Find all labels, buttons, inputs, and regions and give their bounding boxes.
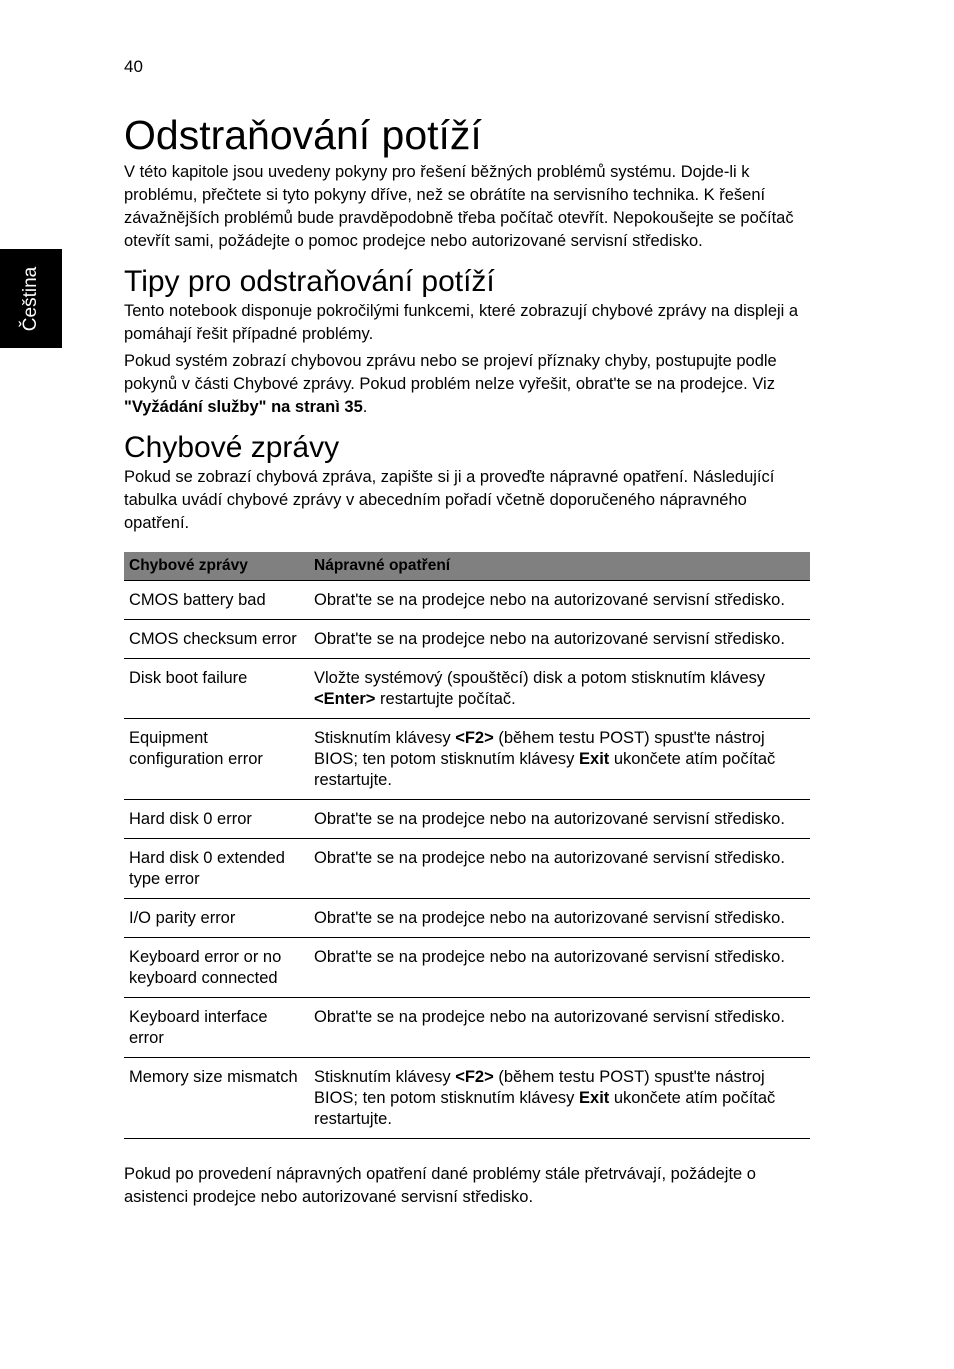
error-message-cell: Hard disk 0 error [124,800,309,839]
action-text-pre: Obrat'te se na prodejce nebo na autorizované servisní středisko. [314,1008,785,1026]
table-row [124,581,810,620]
table-body [124,581,810,1139]
error-message-cell: Memory size mismatch [124,1058,309,1139]
action-text-mid: restartujte počítač. [375,690,516,708]
table-row [124,800,810,839]
action-text-b1: <Enter> [314,690,376,708]
action-text-b2: Exit [579,1089,610,1107]
action-text-pre: Obrat'te se na prodejce nebo na autorizované servisní středisko. [314,849,785,867]
action-text-pre: Obrat'te se na prodejce nebo na autorizované servisní středisko. [314,630,785,648]
error-message-cell: Hard disk 0 extended type error [124,839,309,899]
table-row [124,899,810,938]
service-reference-link: "Vyžádání služby" na stranì 35 [124,398,363,416]
table-row [124,998,810,1058]
action-text-pre: Vložte systémový (spouštěcí) disk a potom stisknutím klávesy [314,669,766,687]
action-text-post: ukončete atím počítač restartujte. [314,1089,776,1128]
action-text-b2: Exit [579,750,610,768]
corrective-action-cell [309,620,810,659]
action-text-pre: Obrat'te se na prodejce nebo na autorizované servisní středisko. [314,591,785,609]
action-text-mid: (během testu POST) spust'te nástroj BIOS; ten potom stisknutím klávesy [314,729,765,768]
tips-paragraph-2 [124,350,814,419]
table-row [124,659,810,719]
action-text-pre: Stisknutím klávesy [314,729,456,747]
action-text-pre: Obrat'te se na prodejce nebo na autorizované servisní středisko. [314,909,785,927]
corrective-action-cell [309,899,810,938]
error-message-cell: Equipment configuration error [124,719,309,800]
tips-paragraph-2-end: . [362,398,368,416]
action-text-pre: Obrat'te se na prodejce nebo na autorizované servisní středisko. [314,948,785,966]
corrective-action-cell [309,938,810,998]
tips-heading: Tipy pro odstraňování potíží [124,265,495,298]
action-text-post: ukončete atím počítač restartujte. [314,750,776,789]
corrective-action-cell [309,800,810,839]
page-content [124,110,814,1213]
error-messages-table [124,552,810,1139]
page-title: Odstraňování potíží [124,112,482,158]
corrective-action-cell [309,839,810,899]
error-message-cell: Keyboard interface error [124,998,309,1058]
corrective-action-cell [309,581,810,620]
language-tab [0,249,62,348]
error-message-cell: Keyboard error or no keyboard connected [124,938,309,998]
language-tab-label: Čeština [20,266,41,331]
errors-paragraph: Pokud se zobrazí chybová zpráva, zapište si ji a proveďte nápravné opatření. Následující tabulka uvádí chybové zprávy v abecedním pořadí včetně doporučeného nápravného opatření. [124,468,775,532]
error-message-cell: CMOS battery bad [124,581,309,620]
table-row [124,1058,810,1139]
action-text-mid: (během testu POST) spust'te nástroj BIOS; ten potom stisknutím klávesy [314,1068,765,1107]
corrective-action-cell [309,719,810,800]
action-text-pre: Stisknutím klávesy [314,1068,456,1086]
errors-heading: Chybové zprávy [124,431,340,464]
table-row [124,938,810,998]
table-row [124,839,810,899]
table-header-row [124,552,810,581]
header-corrective-action: Nápravné opatření [309,552,810,581]
corrective-action-cell [309,659,810,719]
corrective-action-cell [309,998,810,1058]
page-number: 40 [124,57,143,76]
intro-paragraph: V této kapitole jsou uvedeny pokyny pro řešení běžných problémů systému. Dojde-li k problému, přečtete si tyto pokyny dříve, než se obrátíte na servisního technika. K řešení závažnějších problémů bude pravděpodobně třeba počítač otevřít. Nepokoušejte se počítač otevřít sami, požádejte o pomoc prodejce nebo autorizované servisní středisko. [124,163,794,250]
corrective-action-cell [309,1058,810,1139]
tips-paragraph-1: Tento notebook disponuje pokročilými funkcemi, které zobrazují chybové zprávy na displeji a pomáhají řešit případné problémy. [124,302,799,343]
action-text-pre: Obrat'te se na prodejce nebo na autorizované servisní středisko. [314,810,785,828]
error-message-cell: CMOS checksum error [124,620,309,659]
error-message-cell: I/O parity error [124,899,309,938]
table-row [124,719,810,800]
tips-paragraph-2-text: Pokud systém zobrazí chybovou zprávu nebo se projeví příznaky chyby, postupujte podle pokynů v části Chybové zprávy. Pokud problém nelze vyřešit, obrat'te se na prodejce. Viz [124,352,777,393]
footer-note: Pokud po provedení nápravných opatření dané problémy stále přetrvávají, požádejte o asistenci prodejce nebo autorizované servisní středisko. [124,1165,756,1206]
action-text-b1: <F2> [455,1068,494,1086]
error-message-cell: Disk boot failure [124,659,309,719]
header-error-messages: Chybové zprávy [124,552,309,581]
table-row [124,620,810,659]
action-text-b1: <F2> [455,729,494,747]
